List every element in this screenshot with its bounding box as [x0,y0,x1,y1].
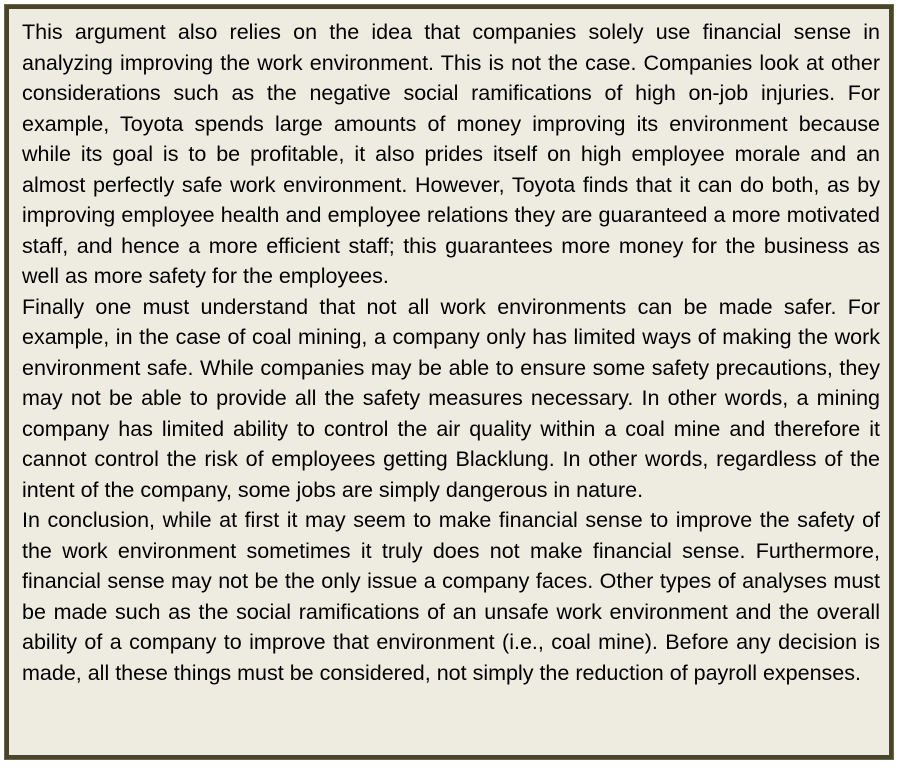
essay-text [22,17,880,688]
paragraph-conclusion: In conclusion, while at first it may seem to make financial sense to improve the safety of the work environment sometimes it truly does not make financial sense. Furthermore, financial sense may not be the only issue a company faces. Other types of analyses must be made such as the social ramifications of an unsafe work environment and the overall ability of a company to improve that environment (i.e., coal mine). Before any decision is made, all these things must be considered, not simply the reduction of payroll expenses. [22,508,880,685]
text-box-frame [5,5,893,759]
paragraph-coal-mining: Finally one must understand that not all work environments can be made safer. For example, in the case of coal mining, a company only has limited ways of making the work environment safe. While companies may be able to ensure some safety precautions, they may not be able to provide all the safety measures necessary. In other words, a mining company has limited ability to control the air quality within a coal mine and therefore it cannot control the risk of employees getting Blacklung. In other words, regardless of the intent of the company, some jobs are simply dangerous in nature. [22,294,880,502]
paragraph-financial-sense: This argument also relies on the idea that companies solely use financial sense in analyzing improving the work environment. This is not the case. Companies look at other considerations such as the negative social ramifications of high on-job injuries. For example, Toyota spends large amounts of money improving its environment because while its goal is to be profitable, it also prides itself on high employee morale and an almost perfectly safe work environment. However, Toyota finds that it can do both, as by improving employee health and employee relations they are guaranteed a more motivated staff, and hence a more efficient staff; this guarantees more money for the business as well as more safety for the employees. [22,20,880,288]
